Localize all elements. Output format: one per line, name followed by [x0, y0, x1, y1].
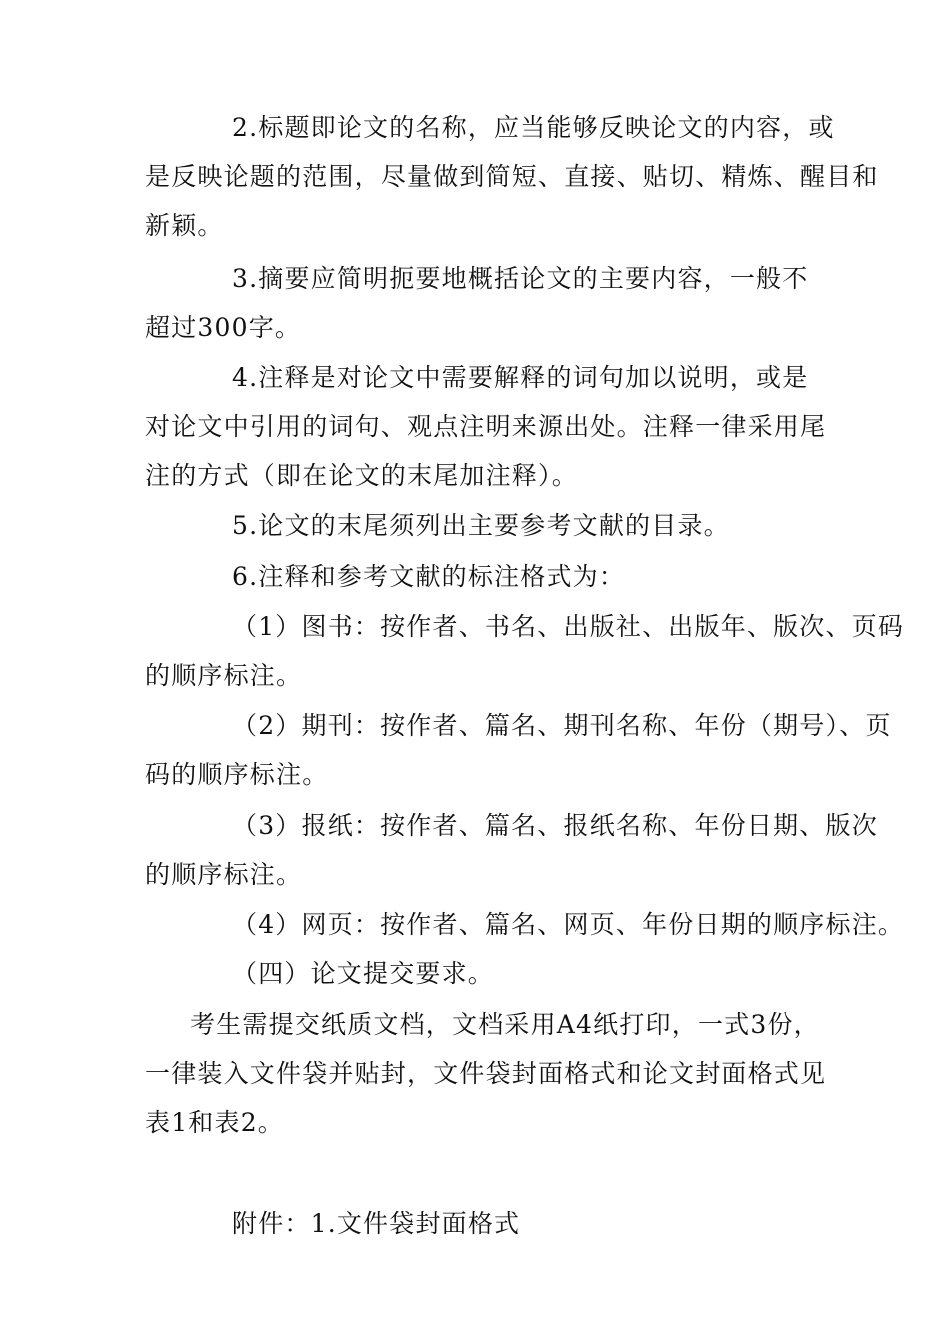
item-1-line-2: 的顺序标注。 — [145, 661, 303, 690]
item-2-line-1: （2）期刊：按作者、篇名、期刊名称、年份（期号）、页 — [232, 711, 892, 740]
item-1-line-1: （1）图书：按作者、书名、出版社、出版年、版次、页码 — [232, 612, 905, 641]
para-6-line-1: 6.注释和参考文献的标注格式为： — [232, 562, 626, 591]
submission-line-3: 表1和表2。 — [145, 1108, 285, 1137]
item-3-line-2: 的顺序标注。 — [145, 860, 303, 889]
para-5-line-1: 5.论文的末尾须列出主要参考文献的目录。 — [232, 511, 730, 540]
para-2-line-3: 新颖。 — [145, 211, 224, 240]
attachment-line: 附件：1.文件袋封面格式 — [232, 1209, 521, 1238]
para-4-line-3: 注的方式（即在论文的末尾加注释）。 — [145, 461, 578, 490]
para-2-line-1: 2.标题即论文的名称，应当能够反映论文的内容，或 — [232, 113, 835, 142]
para-3-line-2: 超过300字。 — [145, 313, 302, 342]
submission-line-2: 一律装入文件袋并贴封，文件袋封面格式和论文封面格式见 — [145, 1059, 827, 1088]
para-4-line-1: 4.注释是对论文中需要解释的词句加以说明，或是 — [232, 363, 809, 392]
item-4-line-1: （4）网页：按作者、篇名、网页、年份日期的顺序标注。 — [232, 910, 905, 939]
section-4-heading: （四）论文提交要求。 — [232, 959, 495, 988]
para-2-line-2: 是反映论题的范围，尽量做到简短、直接、贴切、精炼、醒目和 — [145, 162, 879, 191]
item-3-line-1: （3）报纸：按作者、篇名、报纸名称、年份日期、版次 — [232, 811, 878, 840]
item-2-line-2: 码的顺序标注。 — [145, 760, 329, 789]
submission-line-1: 考生需提交纸质文档，文档采用A4纸打印，一式3份， — [190, 1010, 820, 1039]
para-3-line-1: 3.摘要应简明扼要地概括论文的主要内容，一般不 — [232, 264, 809, 293]
para-4-line-2: 对论文中引用的词句、观点注明来源出处。注释一律采用尾 — [145, 412, 827, 441]
